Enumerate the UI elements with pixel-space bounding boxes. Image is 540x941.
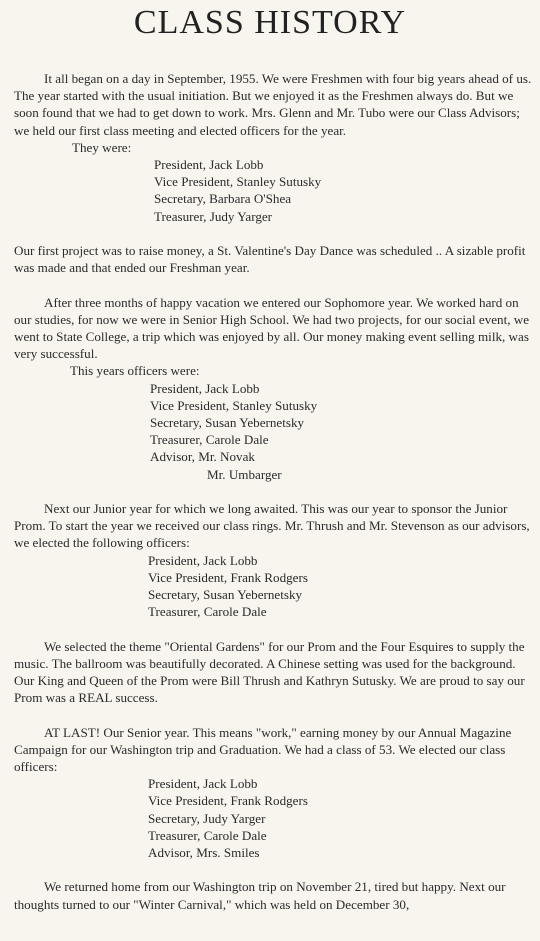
senior-paragraph: AT LAST! Our Senior year. This means "work," earning money by our Annual Magazine Campaign for our Washington trip and Graduation. We had a class of 53. We elected our class officers: (14, 724, 512, 775)
sophomore-paragraph: After three months of happy vacation we entered our Sophomore year. We worked hard on our studies, for now we were in Senior High School. We had two projects, for our social event, we went to State College, a trip which was enjoyed by all. Our money making event selling milk, was very successful. (14, 294, 530, 362)
freshman-officers-list (14, 156, 532, 225)
officer-line: Treasurer, Judy Yarger (154, 208, 273, 224)
officer-line: President, Jack Lobb (150, 380, 260, 396)
officer-line: Secretary, Susan Yebernetsky (150, 415, 305, 431)
officer-line: President, Jack Lobb (148, 552, 258, 568)
officer-line: President, Jack Lobb (154, 157, 264, 173)
senior-officers-list (14, 775, 532, 861)
sophomore-officers-list (14, 380, 532, 483)
officer-line: Vice President, Stanley Sutusky (150, 397, 318, 413)
page-title: CLASS HISTORY (133, 4, 407, 41)
officer-line: Advisor, Mr. Novak (150, 449, 255, 465)
freshman-paragraph: It all began on a day in September, 1955. We were Freshmen with four big years ahead of us. The year started with the usual initiation. But we enjoyed it as the Freshmen always do. But we soon found that we had to get down to work. Mrs. Glenn and Mr. Tubo were our Class Advisors; we held our first class meeting and elected officers for the year. (14, 71, 532, 138)
officer-line: Vice President, Frank Rodgers (148, 569, 308, 585)
officer-line-continuation: Mr. Umbarger (207, 466, 282, 482)
junior-paragraph: Next our Junior year for which we long awaited. This was our year to sponsor the Junior Prom. To start the year we received our class rings. Mr. Thrush and Mr. Stevenson as our advisors, we elected the following officers: (14, 501, 530, 551)
document-body (14, 70, 532, 913)
junior-officers-list (14, 552, 532, 621)
officer-line: Treasurer, Carole Dale (148, 827, 267, 843)
officer-line: Secretary, Judy Yarger (148, 810, 266, 826)
freshman-officers-lead: They were: (72, 139, 132, 155)
prom-paragraph: We selected the theme "Oriental Gardens" for our Prom and the Four Esquires to supply the music. The ballroom was beautifully decorated. A Chinese setting was used for the background. Our King and Queen of the Prom were Bill Thrush and Kathryn Sutusky. We are proud to say our Prom was a REAL success. (14, 638, 525, 706)
sophomore-officers-lead: This years officers were: (70, 363, 200, 379)
officer-line: Secretary, Susan Yebernetsky (148, 587, 303, 603)
freshman-closing: Our first project was to raise money, a St. Valentine's Day Dance was scheduled .. A sizable profit was made and that ended our Freshman year. (14, 243, 526, 276)
officer-line: President, Jack Lobb (148, 776, 258, 792)
officer-line: Secretary, Barbara O'Shea (154, 191, 292, 207)
senior-closing: We returned home from our Washington trip on November 21, tired but happy. Next our thoughts turned to our "Winter Carnival," which was held on December 30, (14, 879, 506, 912)
officer-line: Treasurer, Carole Dale (150, 432, 269, 448)
officer-line: Vice President, Frank Rodgers (148, 793, 308, 809)
officer-line: Vice President, Stanley Sutusky (154, 174, 322, 190)
officer-line: Treasurer, Carole Dale (148, 604, 267, 620)
officer-line: Advisor, Mrs. Smiles (148, 845, 260, 861)
